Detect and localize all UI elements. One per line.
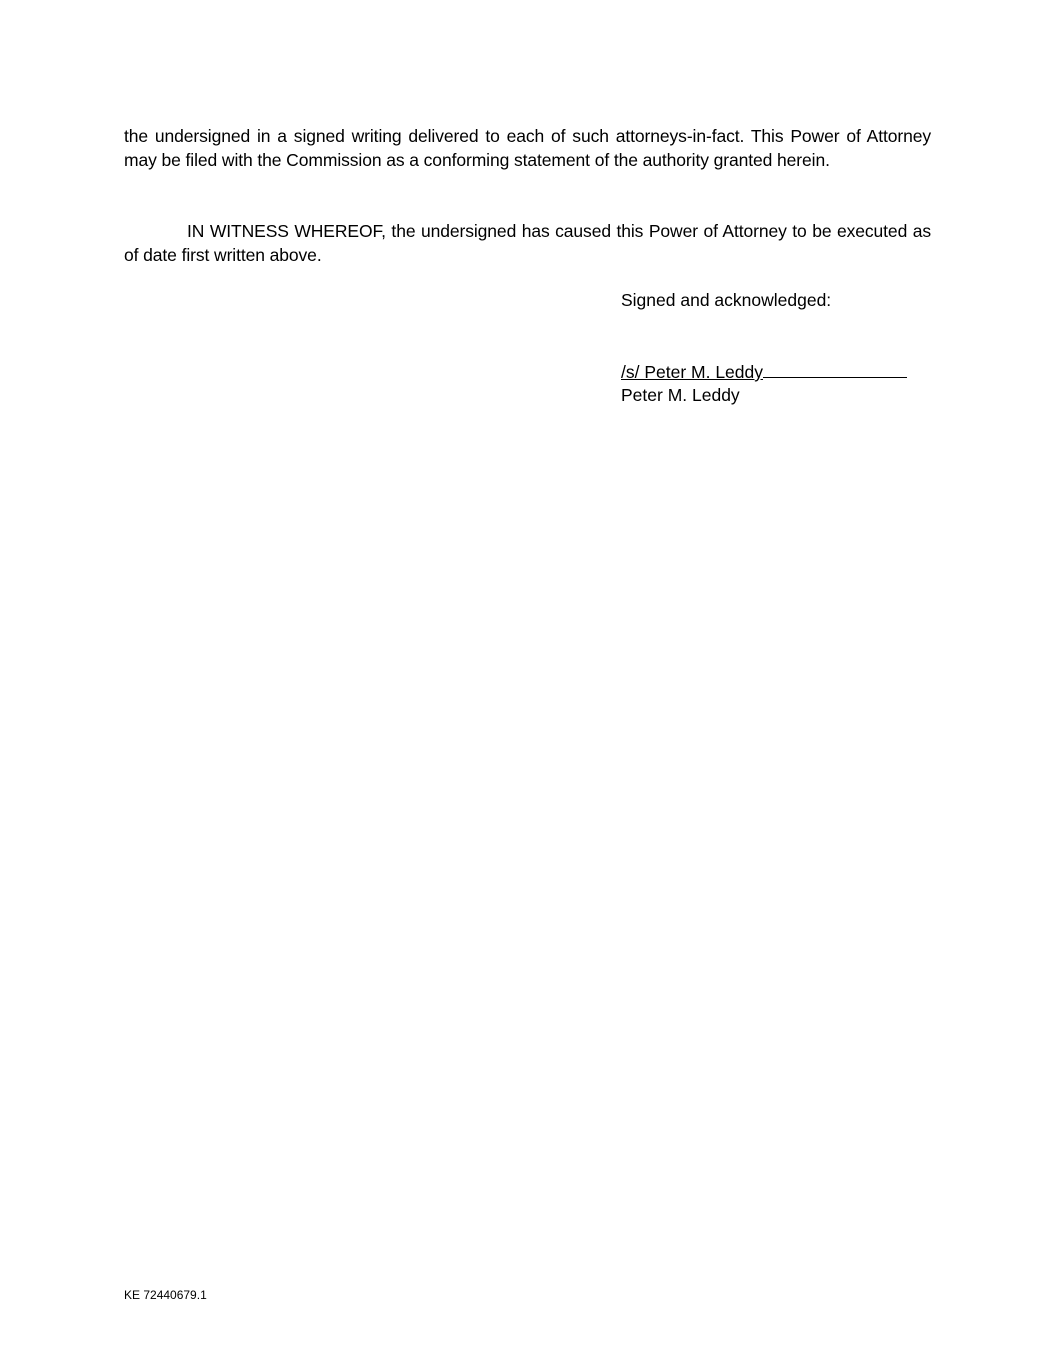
body-paragraph-witness: IN WITNESS WHEREOF, the undersigned has caused this Power of Attorney to be executed as of date first written above. [124, 221, 931, 265]
signature-blank-rule [763, 359, 907, 378]
signature-line [621, 359, 941, 384]
signer-printed-name: Peter M. Leddy [621, 385, 740, 405]
document-code: KE 72440679.1 [124, 1288, 207, 1302]
signature-acknowledgement: Signed and acknowledged: [621, 290, 832, 310]
signature-text: /s/ Peter M. Leddy [621, 362, 764, 382]
body-paragraph-authority: the undersigned in a signed writing delivered to each of such attorneys-in-fact. This Power of Attorney may be filed with the Commission as a conforming statement of the authority granted herein. [124, 126, 931, 170]
